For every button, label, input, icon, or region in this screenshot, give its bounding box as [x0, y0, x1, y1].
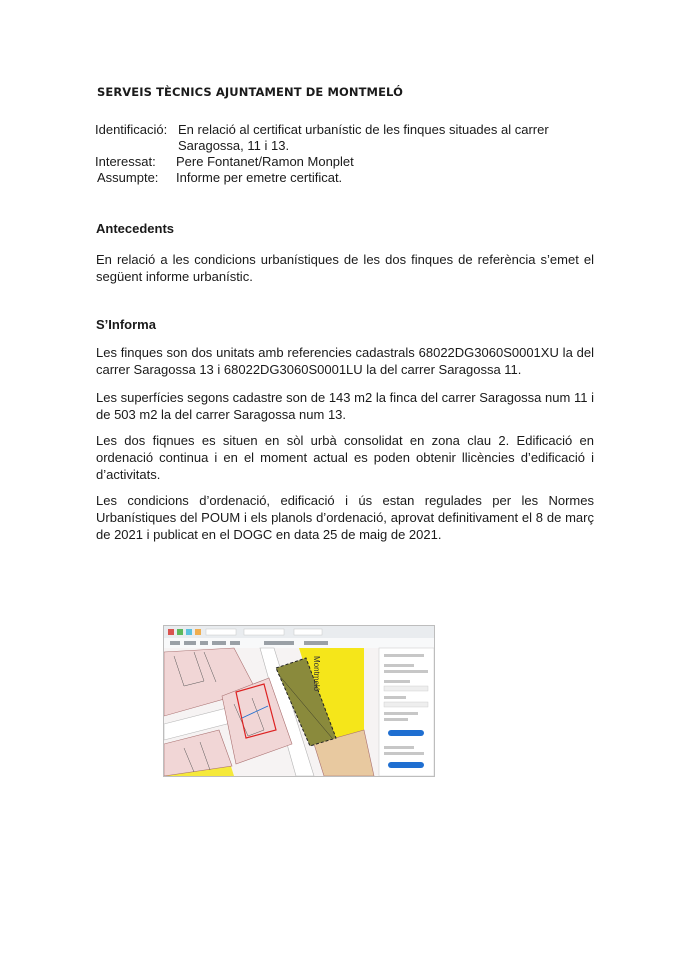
page-title: SERVEIS TÈCNICS AJUNTAMENT DE MONTMELÓ — [97, 85, 403, 99]
assumpte-label: Assumpte: — [97, 170, 159, 185]
identificacio-value-continued: Saragossa, 11 i 13. — [178, 138, 290, 153]
informa-paragraph-3: Les dos fiqnues es situen en sòl urbà consolidat en zona clau 2. Edificació en ordenació continua i en el moment actual es poden obtenir llicències d’edificació i d’activitats. — [96, 433, 594, 482]
informa-paragraph-1: Les finques son dos unitats amb referencies cadastrals 68022DG3060S0001XU la del carrer Saragossa 13 i 68022DG3060S0001LU la del carrer Saragossa 11. — [96, 345, 594, 377]
informa-paragraph-4: Les condicions d’ordenació, edificació i ús estan regulades per les Normes Urbanístiques del POUM i els planols d’ordenació, aprovat definitivament el 8 de març de 2021 i publicat en el DOGC en data 25 de maig de 2021. — [96, 493, 594, 542]
map-illustration — [164, 626, 434, 776]
identificacio-value: En relació al certificat urbanístic de les finques situades al carrer — [178, 122, 549, 137]
informa-heading: S’Informa — [96, 317, 156, 332]
identificacio-label: Identificació: — [95, 122, 168, 137]
antecedents-paragraph: En relació a les condicions urbanístiques de les dos finques de referència s’emet el següent informe urbanístic. — [96, 252, 594, 284]
informa-paragraph-2: Les superfícies segons cadastre son de 143 m2 la finca del carrer Saragossa num 11 i de 503 m2 la del carrer Saragossa num 13. — [96, 390, 594, 422]
map-label: Montmeló — [312, 656, 321, 692]
assumpte-value: Informe per emetre certificat. — [176, 170, 343, 185]
antecedents-heading: Antecedents — [96, 221, 175, 236]
interessat-value: Pere Fontanet/Ramon Monplet — [176, 154, 354, 169]
cadastral-map-screenshot — [163, 625, 435, 777]
interessat-label: Interessat: — [95, 154, 156, 169]
